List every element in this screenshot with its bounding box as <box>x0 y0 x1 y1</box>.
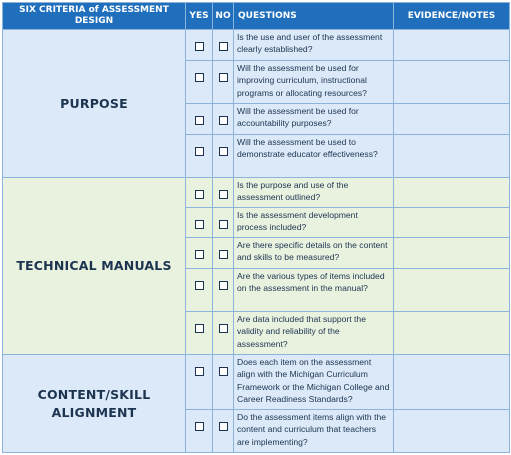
yes-column-header: YES <box>186 3 213 30</box>
no-checkbox[interactable] <box>219 422 228 431</box>
yes-checkbox[interactable] <box>195 367 204 376</box>
no-checkbox[interactable] <box>219 367 228 376</box>
no-cell <box>213 208 234 238</box>
no-checkbox[interactable] <box>219 281 228 290</box>
question-text: Are there specific details on the content and skills to be measured? <box>234 238 394 269</box>
evidence-notes-cell[interactable] <box>394 208 510 238</box>
yes-cell <box>186 61 213 104</box>
table-row <box>3 355 510 410</box>
yes-cell <box>186 135 213 178</box>
no-cell <box>213 355 234 410</box>
yes-cell <box>186 178 213 208</box>
yes-checkbox[interactable] <box>195 281 204 290</box>
yes-cell <box>186 355 213 410</box>
yes-checkbox[interactable] <box>195 220 204 229</box>
yes-cell <box>186 312 213 355</box>
question-text: Does each item on the assessment align with the Michigan Curriculum Framework or the Michigan College and Career Readiness Standards? <box>234 355 394 410</box>
evidence-notes-cell[interactable] <box>394 135 510 178</box>
question-text: Do the assessment items align with the content and curriculum that teachers are implementing? <box>234 410 394 453</box>
evidence-notes-cell[interactable] <box>394 61 510 104</box>
yes-checkbox[interactable] <box>195 250 204 259</box>
assessment-criteria-table <box>2 2 510 453</box>
no-cell <box>213 61 234 104</box>
no-checkbox[interactable] <box>219 220 228 229</box>
no-cell <box>213 269 234 312</box>
criteria-technical-manuals: TECHNICAL MANUALS <box>3 178 186 355</box>
yes-cell <box>186 104 213 135</box>
yes-checkbox[interactable] <box>195 324 204 333</box>
yes-checkbox[interactable] <box>195 42 204 51</box>
no-cell <box>213 104 234 135</box>
no-cell <box>213 312 234 355</box>
no-checkbox[interactable] <box>219 324 228 333</box>
evidence-notes-cell[interactable] <box>394 30 510 61</box>
table-row <box>3 30 510 61</box>
yes-cell <box>186 269 213 312</box>
table-row <box>3 178 510 208</box>
no-cell <box>213 238 234 269</box>
question-text: Is the purpose and use of the assessment outlined? <box>234 178 394 208</box>
question-text: Are data included that support the validity and reliability of the assessment? <box>234 312 394 355</box>
question-text: Is the assessment development process included? <box>234 208 394 238</box>
yes-cell <box>186 410 213 453</box>
evidence-notes-cell[interactable] <box>394 104 510 135</box>
no-checkbox[interactable] <box>219 190 228 199</box>
evidence-notes-cell[interactable] <box>394 269 510 312</box>
evidence-notes-cell[interactable] <box>394 178 510 208</box>
evidence-notes-cell[interactable] <box>394 312 510 355</box>
no-checkbox[interactable] <box>219 116 228 125</box>
no-column-header: NO <box>213 3 234 30</box>
no-checkbox[interactable] <box>219 147 228 156</box>
yes-cell <box>186 238 213 269</box>
yes-cell <box>186 30 213 61</box>
criteria-column-header: SIX CRITERIA of ASSESSMENT DESIGN <box>3 3 186 30</box>
no-checkbox[interactable] <box>219 250 228 259</box>
evidence-notes-cell[interactable] <box>394 238 510 269</box>
no-cell <box>213 135 234 178</box>
question-text: Will the assessment be used for improving curriculum, instructional programs or allocating resources? <box>234 61 394 104</box>
questions-column-header: QUESTIONS <box>234 3 394 30</box>
yes-checkbox[interactable] <box>195 147 204 156</box>
criteria-purpose: PURPOSE <box>3 30 186 178</box>
yes-cell <box>186 208 213 238</box>
no-checkbox[interactable] <box>219 42 228 51</box>
no-cell <box>213 178 234 208</box>
question-text: Will the assessment be used for accountability purposes? <box>234 104 394 135</box>
evidence-column-header: EVIDENCE/NOTES <box>394 3 510 30</box>
question-text: Are the various types of items included on the assessment in the manual? <box>234 269 394 312</box>
no-cell <box>213 410 234 453</box>
question-text: Will the assessment be used to demonstrate educator effectiveness? <box>234 135 394 178</box>
yes-checkbox[interactable] <box>195 73 204 82</box>
no-cell <box>213 30 234 61</box>
evidence-notes-cell[interactable] <box>394 355 510 410</box>
yes-checkbox[interactable] <box>195 422 204 431</box>
criteria-content-skill-alignment <box>3 355 186 453</box>
criteria-label: CONTENT/SKILL ALIGNMENT <box>37 386 151 420</box>
evidence-notes-cell[interactable] <box>394 410 510 453</box>
yes-checkbox[interactable] <box>195 116 204 125</box>
header-row <box>3 3 510 30</box>
yes-checkbox[interactable] <box>195 190 204 199</box>
no-checkbox[interactable] <box>219 73 228 82</box>
question-text: Is the use and user of the assessment clearly established? <box>234 30 394 61</box>
